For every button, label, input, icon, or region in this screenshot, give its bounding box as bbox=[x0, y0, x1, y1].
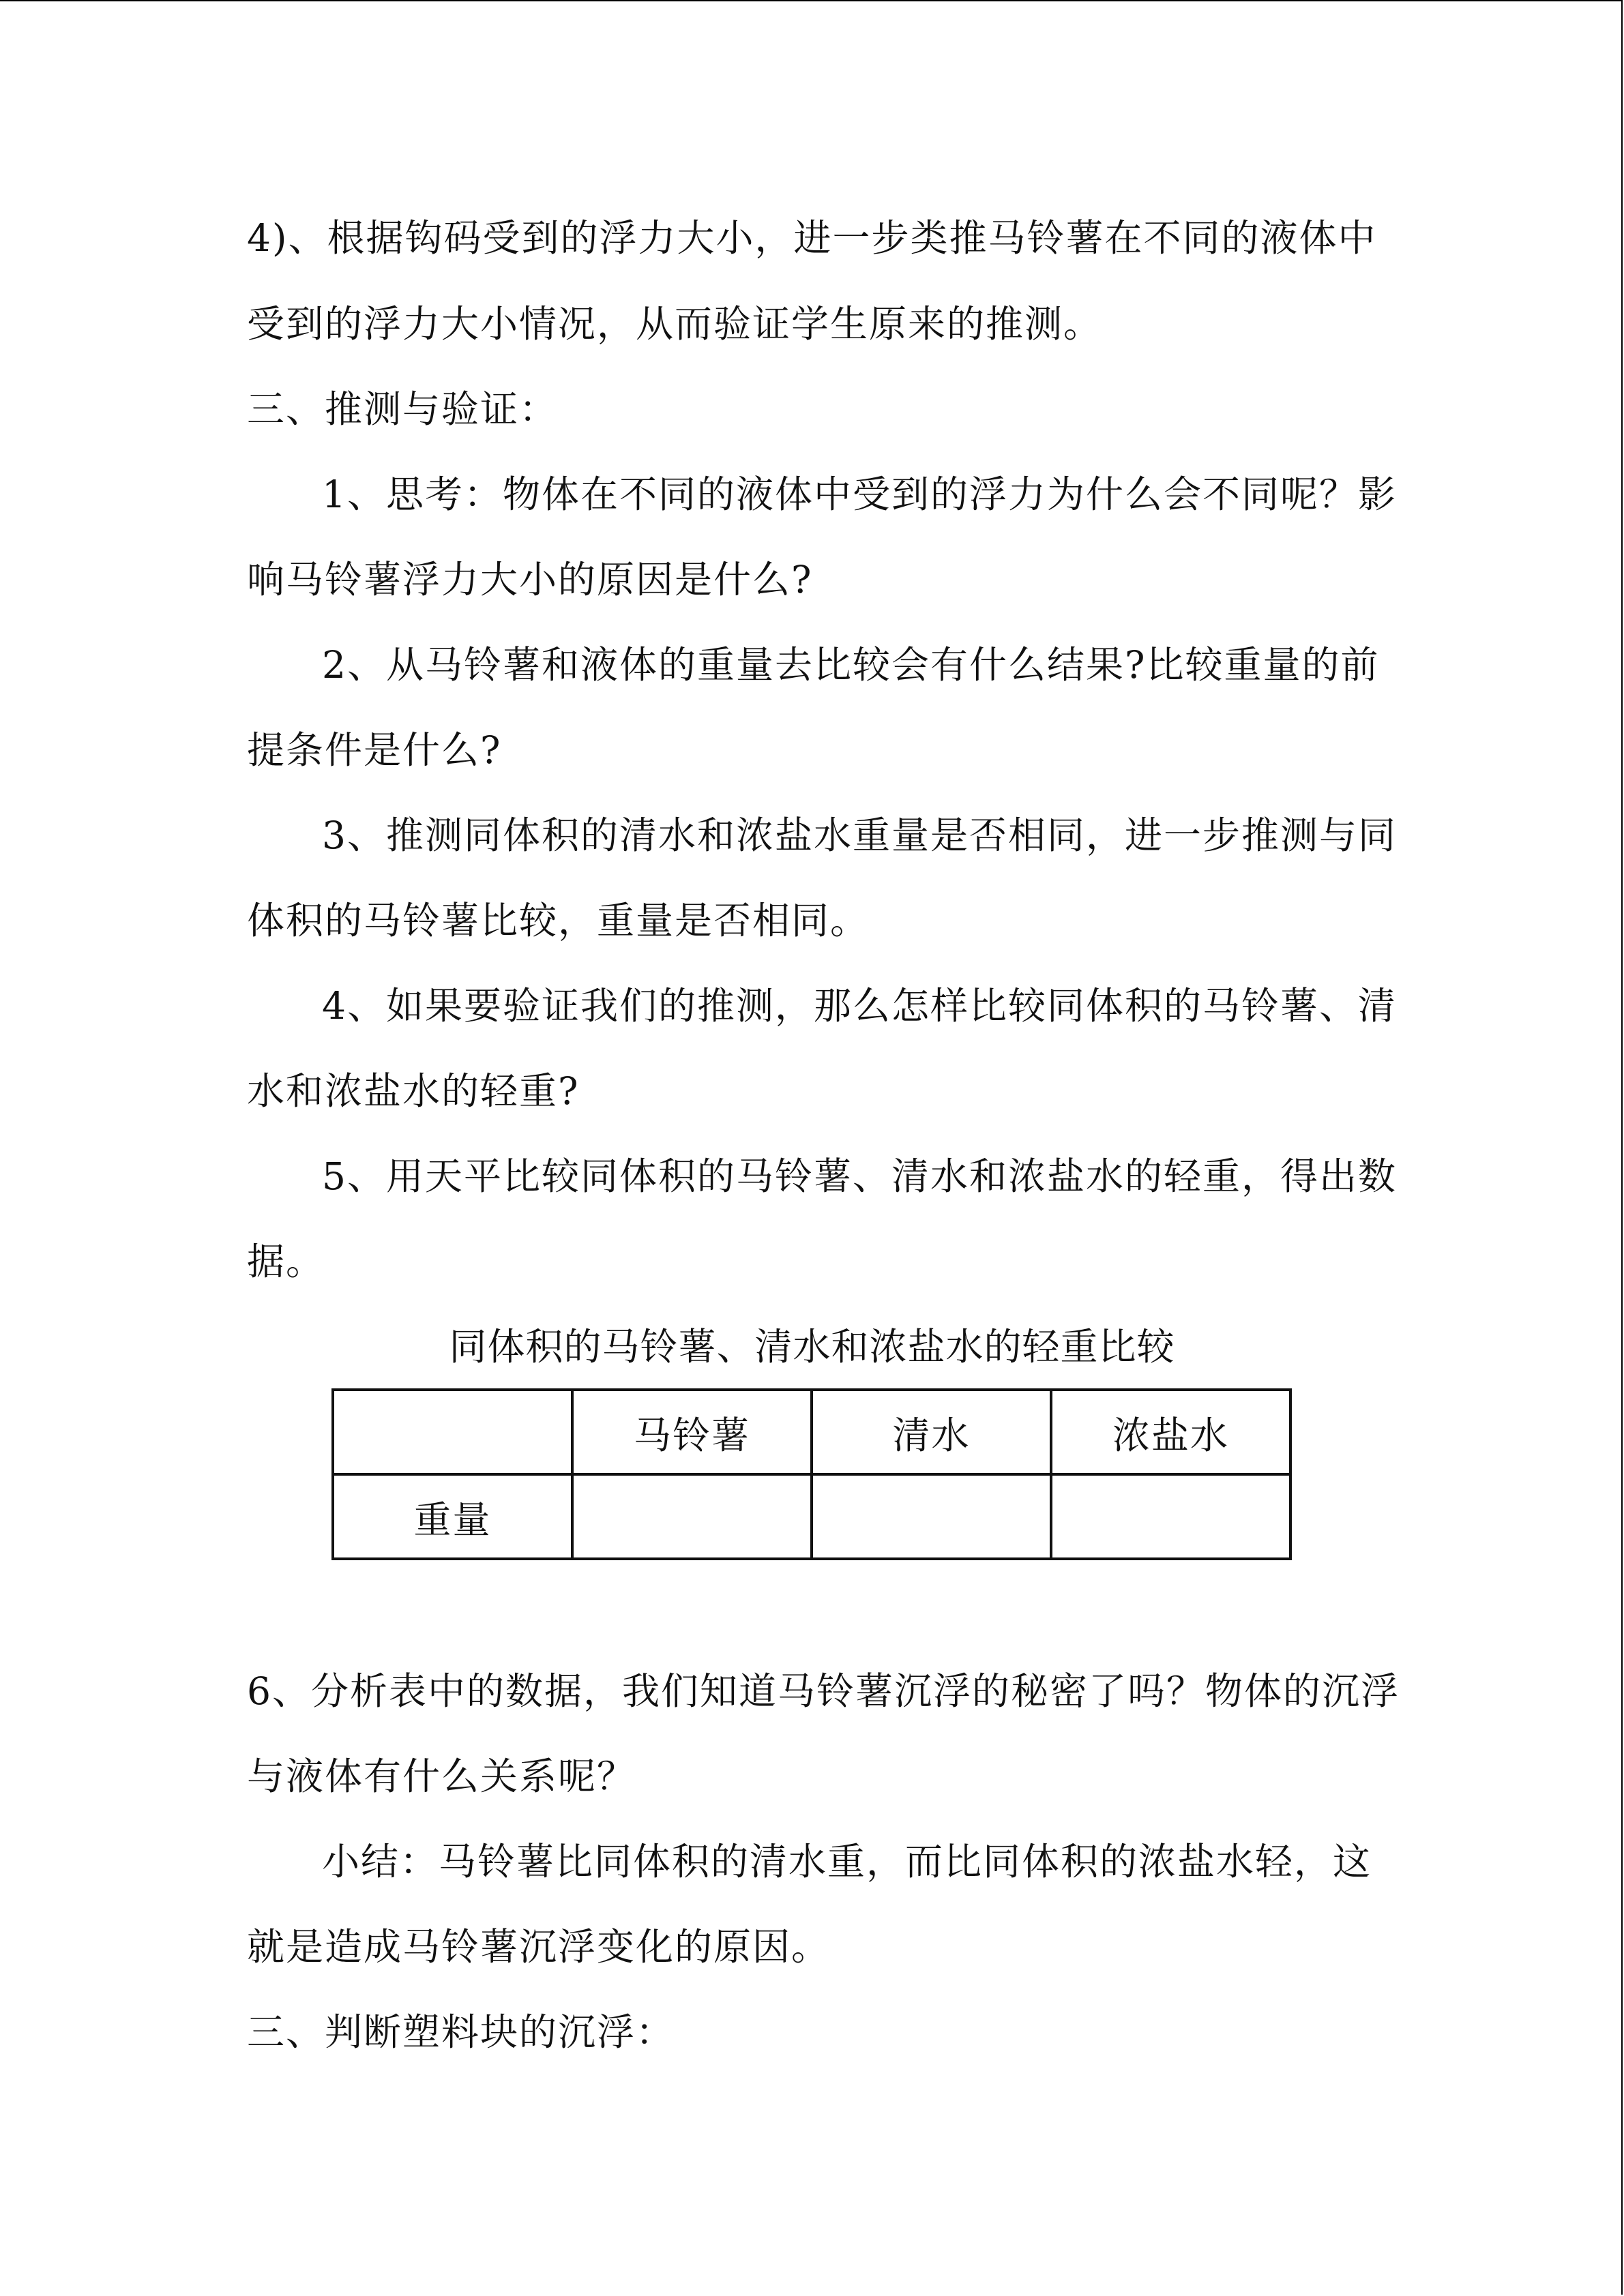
table-header-cell: 浓盐水 bbox=[1051, 1390, 1290, 1474]
table-caption: 同体积的马铃薯、清水和浓盐水的轻重比较 bbox=[449, 1325, 1175, 1369]
table-row bbox=[333, 1474, 1290, 1559]
paragraph-line: 响马铃薯浮力大小的原因是什么? bbox=[247, 558, 813, 601]
weight-comparison-table bbox=[331, 1388, 1292, 1560]
table-cell bbox=[572, 1474, 812, 1559]
paragraph-line: 提条件是什么? bbox=[247, 728, 502, 772]
paragraph-line: 3、推测同体积的清水和浓盐水重量是否相同，进一步推测与同 bbox=[322, 814, 1397, 857]
paragraph-line: 4、如果要验证我们的推测，那么怎样比较同体积的马铃薯、清 bbox=[322, 984, 1397, 1028]
table-row-label: 重量 bbox=[333, 1474, 572, 1559]
table-header-cell bbox=[333, 1390, 572, 1474]
paragraph-line: 体积的马铃薯比较，重量是否相同。 bbox=[247, 899, 870, 942]
summary-line: 就是造成马铃薯沉浮变化的原因。 bbox=[247, 1925, 831, 1969]
table-cell bbox=[812, 1474, 1051, 1559]
section-heading: 三、判断塑料块的沉浮： bbox=[247, 2010, 675, 2054]
table-header-cell: 清水 bbox=[812, 1390, 1051, 1474]
paragraph-line: 5、用天平比较同体积的马铃薯、清水和浓盐水的轻重，得出数 bbox=[322, 1154, 1397, 1198]
paragraph-line: 与液体有什么关系呢？ bbox=[247, 1755, 636, 1798]
paragraph-line: 4)、根据钩码受到的浮力大小，进一步类推马铃薯在不同的液体中 bbox=[247, 216, 1377, 260]
table-cell bbox=[1051, 1474, 1290, 1559]
paragraph-line: 2、从马铃薯和液体的重量去比较会有什么结果?比较重量的前 bbox=[322, 643, 1380, 687]
table-header-cell: 马铃薯 bbox=[572, 1390, 812, 1474]
paragraph-line: 1、思考：物体在不同的液体中受到的浮力为什么会不同呢？影 bbox=[322, 473, 1397, 516]
summary-line: 小结：马铃薯比同体积的清水重，而比同体积的浓盐水轻，这 bbox=[322, 1840, 1372, 1883]
table-header-row bbox=[333, 1390, 1290, 1474]
paragraph-line: 6、分析表中的数据，我们知道马铃薯沉浮的秘密了吗？物体的沉浮 bbox=[247, 1669, 1400, 1713]
paragraph-line: 水和浓盐水的轻重? bbox=[247, 1069, 580, 1113]
paragraph-line: 受到的浮力大小情况，从而验证学生原来的推测。 bbox=[247, 302, 1103, 346]
paragraph-line: 据。 bbox=[247, 1240, 325, 1283]
section-heading: 三、推测与验证： bbox=[247, 387, 559, 431]
